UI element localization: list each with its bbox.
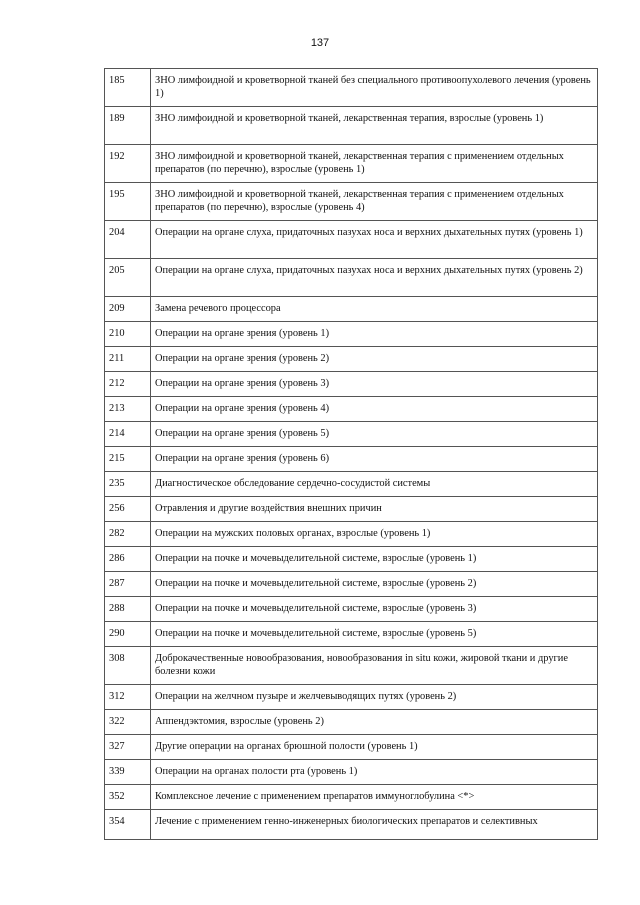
row-code: 211: [105, 347, 151, 372]
row-code: 312: [105, 685, 151, 710]
table-row: [105, 497, 598, 522]
row-description: ЗНО лимфоидной и кроветворной тканей без специального противоопухолевого лечения (уровень 1): [151, 69, 598, 107]
row-code: 213: [105, 397, 151, 422]
row-description: Операции на органе зрения (уровень 3): [151, 372, 598, 397]
table-row: [105, 422, 598, 447]
row-description: Операции на органе зрения (уровень 5): [151, 422, 598, 447]
row-code: 308: [105, 647, 151, 685]
table-row: [105, 710, 598, 735]
row-code: 256: [105, 497, 151, 522]
table-row: [105, 145, 598, 183]
page-number: 137: [310, 37, 330, 49]
row-code: 189: [105, 107, 151, 145]
row-description: Операции на почке и мочевыделительной системе, взрослые (уровень 1): [151, 547, 598, 572]
row-description: Операции на желчном пузыре и желчевыводящих путях (уровень 2): [151, 685, 598, 710]
row-code: 352: [105, 785, 151, 810]
row-code: 322: [105, 710, 151, 735]
table-row: [105, 572, 598, 597]
table-row: [105, 597, 598, 622]
table-row: [105, 735, 598, 760]
procedures-table: [104, 68, 598, 840]
row-code: 282: [105, 522, 151, 547]
table-row: [105, 685, 598, 710]
table-row: [105, 447, 598, 472]
row-code: 339: [105, 760, 151, 785]
row-description: ЗНО лимфоидной и кроветворной тканей, лекарственная терапия, взрослые (уровень 1): [151, 107, 598, 145]
table-row: [105, 647, 598, 685]
row-description: Лечение с применением генно-инженерных биологических препаратов и селективных: [151, 810, 598, 840]
row-description: Другие операции на органах брюшной полости (уровень 1): [151, 735, 598, 760]
row-description: Операции на почке и мочевыделительной системе, взрослые (уровень 5): [151, 622, 598, 647]
table-row: [105, 785, 598, 810]
row-code: 288: [105, 597, 151, 622]
row-description: Аппендэктомия, взрослые (уровень 2): [151, 710, 598, 735]
row-code: 327: [105, 735, 151, 760]
row-description: Отравления и другие воздействия внешних причин: [151, 497, 598, 522]
row-description: Операции на органе зрения (уровень 2): [151, 347, 598, 372]
row-code: 205: [105, 259, 151, 297]
row-description: Замена речевого процессора: [151, 297, 598, 322]
row-code: 192: [105, 145, 151, 183]
row-code: 212: [105, 372, 151, 397]
table-row: [105, 183, 598, 221]
row-code: 286: [105, 547, 151, 572]
row-code: 215: [105, 447, 151, 472]
table-row: [105, 472, 598, 497]
row-code: 185: [105, 69, 151, 107]
table-row: [105, 322, 598, 347]
row-description: Операции на органе слуха, придаточных пазухах носа и верхних дыхательных путях (уровень 2): [151, 259, 598, 297]
row-code: 209: [105, 297, 151, 322]
row-description: Комплексное лечение с применением препаратов иммуноглобулина <*>: [151, 785, 598, 810]
table-row: [105, 297, 598, 322]
row-description: Операции на органе зрения (уровень 4): [151, 397, 598, 422]
row-code: 354: [105, 810, 151, 840]
table-row: [105, 259, 598, 297]
table-row: [105, 522, 598, 547]
row-description: ЗНО лимфоидной и кроветворной тканей, лекарственная терапия с применением отдельных препаратов (по перечню), взрослые (уровень 1): [151, 145, 598, 183]
row-code: 195: [105, 183, 151, 221]
row-description: Доброкачественные новообразования, новообразования in situ кожи, жировой ткани и другие болезни кожи: [151, 647, 598, 685]
row-description: Операции на органе зрения (уровень 1): [151, 322, 598, 347]
row-description: Операции на почке и мочевыделительной системе, взрослые (уровень 3): [151, 597, 598, 622]
table-row: [105, 397, 598, 422]
row-code: 235: [105, 472, 151, 497]
row-description: ЗНО лимфоидной и кроветворной тканей, лекарственная терапия с применением отдельных препаратов (по перечню), взрослые (уровень 4): [151, 183, 598, 221]
row-code: 290: [105, 622, 151, 647]
table-row: [105, 347, 598, 372]
table-row: [105, 622, 598, 647]
table-row: [105, 69, 598, 107]
row-code: 214: [105, 422, 151, 447]
row-code: 204: [105, 221, 151, 259]
procedures-table-body: [105, 69, 598, 840]
row-description: Диагностическое обследование сердечно-сосудистой системы: [151, 472, 598, 497]
table-row: [105, 760, 598, 785]
row-code: 210: [105, 322, 151, 347]
row-description: Операции на мужских половых органах, взрослые (уровень 1): [151, 522, 598, 547]
row-description: Операции на органе зрения (уровень 6): [151, 447, 598, 472]
table-row: [105, 372, 598, 397]
table-row: [105, 547, 598, 572]
row-description: Операции на почке и мочевыделительной системе, взрослые (уровень 2): [151, 572, 598, 597]
table-row: [105, 221, 598, 259]
table-row: [105, 810, 598, 840]
row-code: 287: [105, 572, 151, 597]
row-description: Операции на органах полости рта (уровень 1): [151, 760, 598, 785]
row-description: Операции на органе слуха, придаточных пазухах носа и верхних дыхательных путях (уровень 1): [151, 221, 598, 259]
table-row: [105, 107, 598, 145]
